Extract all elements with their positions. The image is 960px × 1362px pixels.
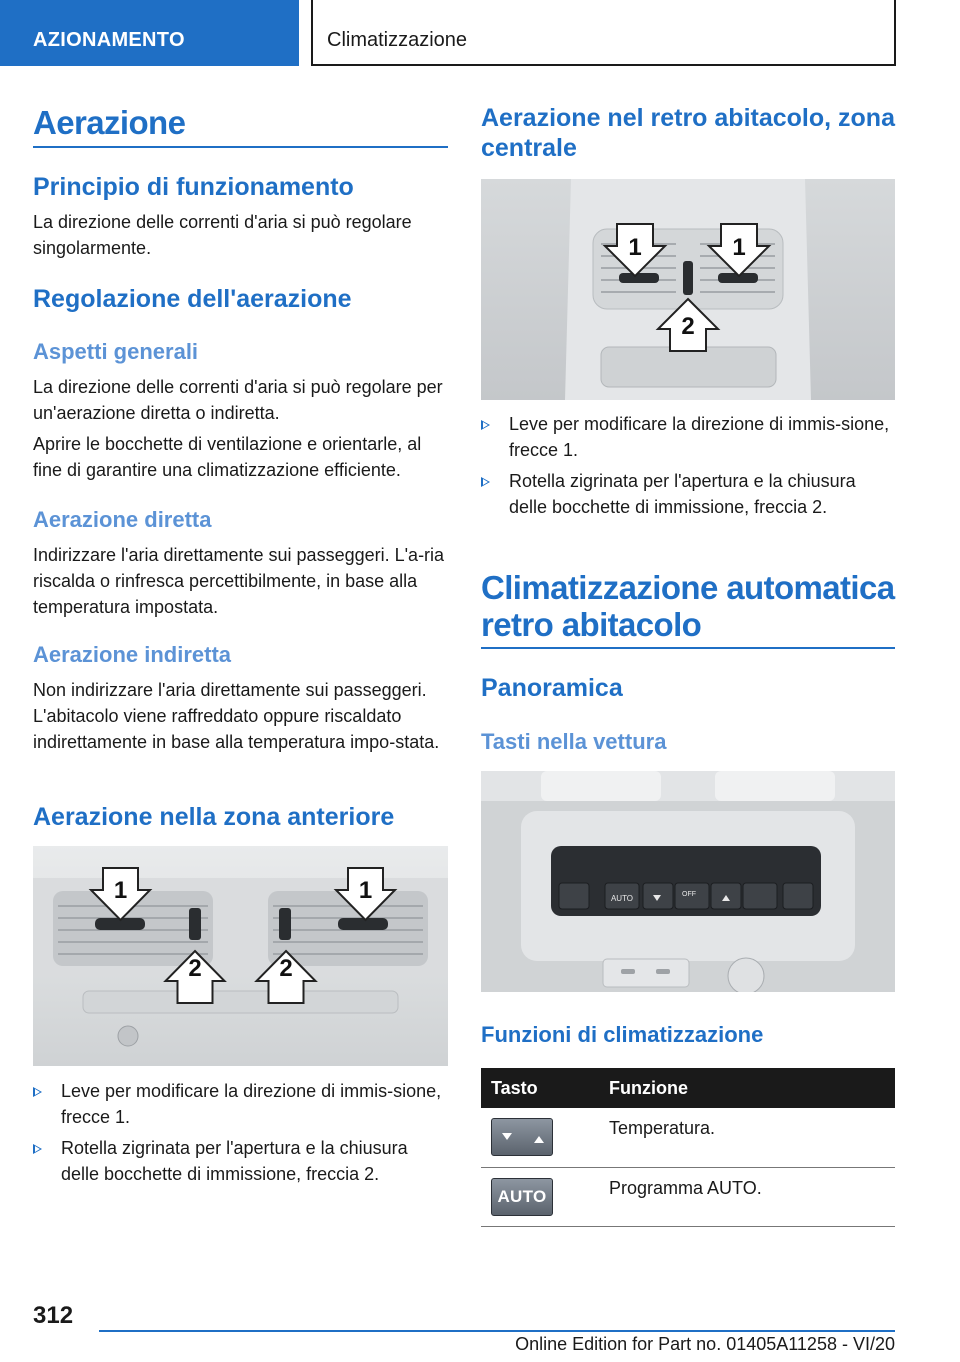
section-tab [0, 0, 299, 66]
front-bullet-1 [33, 1078, 448, 1130]
footer-rule [99, 1330, 895, 1332]
auto-title-rule [481, 647, 895, 649]
principle-text: La direzione delle correnti d'aria si può regolare singolarmente. [33, 212, 412, 258]
bullet-triangle-icon [481, 477, 490, 487]
rear-panel-image [481, 771, 895, 992]
col-function-header: Funzione [599, 1068, 895, 1108]
bullet-triangle-icon [33, 1087, 42, 1097]
chapter-label: Climatizzazione [327, 29, 468, 51]
callout-1a: 1 [113, 877, 128, 904]
front-heading: Aerazione nella zona anteriore [33, 803, 395, 831]
temperature-arrows-icon [491, 1118, 553, 1156]
function-cell: Programma AUTO. [599, 1167, 895, 1226]
general-text-2: Aprire le bocchette di ventilazione e orientarle, al fine di garantire una climatizzazione efficiente. [33, 434, 422, 480]
key-cell [481, 1108, 599, 1167]
rear-callout-1b: 1 [732, 234, 746, 261]
rear-heading: Aerazione nel retro abitacolo, zona centrale [481, 104, 895, 162]
section-label: AZIONAMENTO [33, 29, 185, 51]
bullet-triangle-icon [33, 1144, 42, 1154]
rear-callout-2: 2 [681, 313, 695, 340]
auto-key-icon: AUTO [491, 1178, 553, 1216]
rear-bullet-2-text: Rotella zigrinata per l'apertura e la chiusura delle bocchette di immissione, freccia 2. [509, 471, 856, 517]
rear-bullet-1-text: Leve per modificare la direzione di immis-sione, frecce 1. [509, 414, 890, 460]
direct-text: Indirizzare l'aria direttamente sui passeggeri. L'a-ria riscalda o rinfresca percettibilmente, in base alla temperatura impostata. [33, 545, 445, 617]
front-vents-image [33, 846, 448, 1066]
function-cell: Temperatura. [599, 1108, 895, 1167]
key-cell [481, 1167, 599, 1226]
functions-heading: Funzioni di climatizzazione [481, 1022, 764, 1047]
table-row [481, 1167, 895, 1226]
bullet-triangle-icon [481, 420, 490, 430]
edition-text: Online Edition for Part no. 01405A11258 - VI/20 [515, 1334, 895, 1354]
overview-heading: Panoramica [481, 674, 623, 702]
panel-off-label: OFF [682, 891, 696, 898]
general-text-1: La direzione delle correnti d'aria si può regolare per un'aerazione diretta o indiretta. [33, 377, 443, 423]
rear-bullet-2 [481, 468, 895, 520]
functions-table [481, 1068, 895, 1227]
page-title: Aerazione [33, 104, 186, 141]
rear-callout-1a: 1 [628, 234, 642, 261]
table-header-row [481, 1068, 895, 1108]
col-key-header: Tasto [481, 1068, 599, 1108]
auto-climate-title: Climatizzazione automatica retro abitacolo [481, 569, 895, 644]
direct-heading: Aerazione diretta [33, 507, 212, 532]
chapter-tab [311, 0, 896, 66]
front-bullet-2 [33, 1135, 448, 1187]
front-bullet-2-text: Rotella zigrinata per l'apertura e la chiusura delle bocchette di immissione, freccia 2. [61, 1138, 408, 1184]
callout-1b: 1 [358, 877, 373, 904]
principle-heading: Principio di funzionamento [33, 173, 354, 201]
page-number: 312 [33, 1302, 74, 1329]
rear-vents-image [481, 179, 895, 400]
panel-auto-label: AUTO [610, 894, 634, 903]
general-heading: Aspetti generali [33, 339, 199, 364]
indirect-text: Non indirizzare l'aria direttamente sui passeggeri. L'abitacolo viene raffreddato oppure riscaldato indirettamente in base alla temperatura impo-stata. [33, 680, 440, 752]
front-bullet-1-text: Leve per modificare la direzione di immis-sione, frecce 1. [61, 1081, 442, 1127]
indirect-heading: Aerazione indiretta [33, 642, 232, 667]
regulation-heading: Regolazione dell'aerazione [33, 285, 352, 313]
table-row [481, 1108, 895, 1167]
title-rule [33, 146, 448, 148]
rear-bullet-1 [481, 411, 895, 463]
buttons-heading: Tasti nella vettura [481, 729, 667, 754]
callout-2b: 2 [279, 955, 293, 982]
callout-2a: 2 [188, 955, 202, 982]
